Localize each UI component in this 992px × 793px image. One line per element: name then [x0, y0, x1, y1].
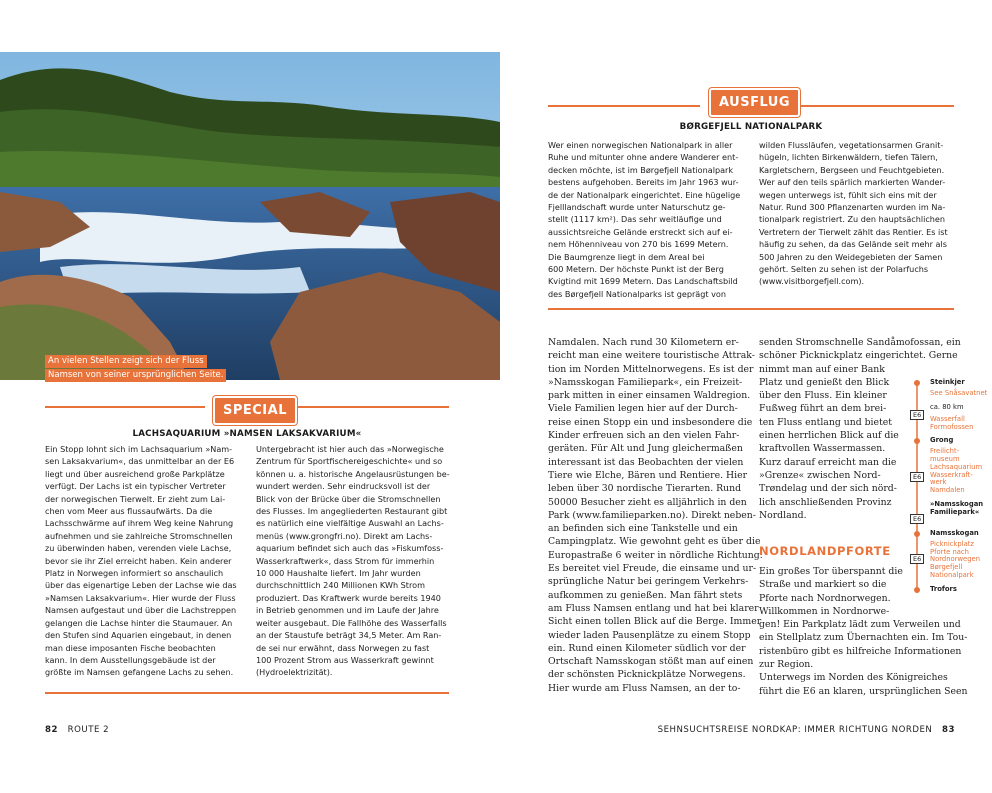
text-line: Kargletschern, Bergseen und Feuchtgebieten.: [759, 164, 945, 175]
text-line: liegt und über ausreichend große Parkplätze: [45, 468, 225, 479]
special-col-1: [45, 443, 245, 679]
text-line: Es bereitet viel Freude, die einsame und ur-: [548, 563, 757, 575]
text-line: Willkommen in Nordnorwe-: [759, 605, 890, 617]
text-line: Unterwegs im Norden des Königreiches: [759, 672, 948, 684]
text-line: aussichtsreiche Gelände erstreckt sich auf ei-: [548, 226, 733, 237]
text-line: Wer auf den teils spärlich markierten Wander-: [759, 177, 946, 188]
text-line: können u. a. historische Angelausrüstungen be-: [256, 468, 450, 479]
text-line: an befinden sich eine Tankstelle und ein: [548, 523, 738, 535]
text-line: 600 Metern. Der höchste Punkt ist der Berg: [548, 264, 724, 275]
text-line: gen! Ein Parkplatz lädt zum Verweilen und: [759, 619, 961, 631]
text-line: 100 Prozent Strom aus Wasserkraft gewinnt: [256, 654, 434, 665]
text-line: ristenbüro gibt es hilfreiche Informationen: [759, 645, 962, 657]
text-line: kann. In dem Ausstellungsgebäude ist der: [45, 654, 216, 665]
text-line: (www.visitborgefjell.com).: [759, 276, 865, 287]
special-col-2: [256, 443, 456, 679]
special-rule-left: [45, 406, 205, 408]
steinkjer-label: Steinkjer: [930, 378, 965, 386]
ausflug-title: BØRGEFJELL NATIONALPARK: [679, 122, 823, 132]
text-line: Ein Stopp lohnt sich im Lachsaquarium »Nam-: [45, 444, 233, 454]
main-col-1: [548, 336, 763, 695]
ausflug-badge: AUSFLUG: [709, 88, 800, 117]
borgefjell-label: Børgefjell Nationalpark: [930, 563, 974, 579]
distance-label: ca. 80 km: [930, 403, 964, 411]
text-line: tion im Norden Mittelnorwegens. Es ist der: [548, 363, 754, 375]
text-line: ein. Rund einen Kilometer südlich vor der: [548, 642, 746, 654]
text-line: aquarium befindet sich auch das »Fiskumfoss-: [256, 543, 444, 554]
text-line: Die Baumgrenze liegt in dem Areal bei: [548, 251, 705, 262]
text-line: »Namsskogan Familiepark«, ein Freizeit-: [548, 376, 743, 388]
text-line: Straße und markiert so die: [759, 579, 887, 591]
caption-line-2: Namsen von seiner ursprünglichen Seite.: [45, 369, 226, 382]
text-line: geräten. Für Alt und Jung gleichermaßen: [548, 443, 743, 455]
text-line: decken möchte, ist im Børgefjell Nationalpark: [548, 164, 734, 175]
text-line: Fußweg führt an dem brei-: [759, 403, 887, 415]
text-line: nem Höhenniveau von 270 bis 1699 Metern.: [548, 239, 729, 250]
text-line: kraftvollen Wassermassen.: [759, 443, 886, 455]
grong-dot: [914, 438, 920, 444]
text-line: 500 Jahren zu den Weidegebieten der Samen: [759, 251, 943, 262]
text-line: (Hydroelektrizität).: [256, 667, 333, 678]
familiepark-label: »Namsskogan Familiepark«: [930, 500, 984, 516]
text-line: Fjelllandschaft wurde unter Naturschutz ge-: [548, 202, 726, 213]
text-line: weiter ausgebaut. Die Fallhöhe des Wasserfalls: [256, 617, 447, 628]
text-line: park mitten in einer einsamen Waldregion.: [548, 390, 751, 402]
ausflug-rule-right: [800, 105, 954, 107]
text-line: leben über 30 nordische Tierarten. Rund: [548, 483, 742, 495]
text-line: Namdalen. Nach rund 30 Kilometern er-: [548, 337, 739, 348]
text-line: de der Nationalpark eingerichtet. Eine hügelige: [548, 189, 741, 200]
text-line: es natürlich eine vielfältige Auswahl an Lachs-: [256, 518, 444, 529]
text-line: Platz und genießt den Blick: [759, 376, 890, 388]
text-line: »Grenze« zwischen Nord-: [759, 469, 881, 481]
text-line: bestens aufgehoben. Bereits im Jahr 1963 wur-: [548, 177, 739, 188]
text-line: der norwegischen Tierwelt. Er zieht zum Lai-: [45, 493, 226, 504]
text-line: Park (www.familieparken.no). Direkt neben-: [548, 509, 756, 521]
text-line: wundert werden. Sehr eindrucksvoll ist der: [256, 481, 431, 492]
text-line: zur Region.: [759, 659, 814, 671]
text-line: sen Laksakvarium«, das unmittelbar an der E6: [45, 456, 235, 467]
lachs-label: Lachsaquarium Wasserkraft- werk: [930, 463, 983, 487]
text-line: Kvigtind mit 1699 Metern. Das Landschaftsbild: [548, 276, 738, 287]
text-line: der schönsten Picknickplätze Norwegens.: [548, 669, 746, 681]
wasserfall-label: Wasserfall Formofossen: [930, 415, 974, 431]
text-line: bevor sie ihr Ziel erreicht haben. Kein anderer: [45, 555, 232, 566]
text-line: ein Stellplatz zum Übernachten ein. Im Tou-: [759, 632, 968, 644]
text-line: Lachsschwärme auf ihrem Weg keine Nahrung: [45, 518, 234, 529]
text-line: menüs (www.grongfri.no). Direkt am Lachs-: [256, 530, 433, 541]
text-line: 50000 Besucher zieht es alljährlich in den: [548, 496, 747, 508]
text-line: Ein großes Tor überspannt die: [759, 566, 903, 577]
text-line: Viele Familien legen hier auf der Durch-: [548, 403, 738, 415]
text-line: nimmt man auf einer Bank: [759, 363, 885, 375]
text-line: über den Fluss. Ein kleiner: [759, 390, 887, 402]
text-line: Kurz darauf erreicht man die: [759, 456, 897, 468]
text-line: des Børgefjell Nationalparks ist geprägt von: [548, 288, 726, 299]
text-line: senden Stromschnelle Sandåmofossan, ein: [759, 337, 961, 348]
photo-caption: [45, 355, 226, 383]
text-line: Nordland.: [759, 509, 807, 521]
namsskogan-label: Namsskogan: [930, 529, 979, 537]
trofors-dot: [914, 587, 920, 593]
text-line: wegen unterwegs ist, fühlt sich eins mit der: [759, 189, 937, 200]
page-number-left: 82: [45, 725, 58, 735]
text-line: produziert. Das Kraftwerk wurde bereits 1940: [256, 592, 441, 603]
text-line: häufig zu sehen, da das Gelände seit mehr als: [759, 239, 947, 250]
trofors-label: Trofors: [930, 585, 957, 593]
text-line: des Flusses. Im angegliederten Restaurant gibt: [256, 506, 448, 517]
see-label: See Snåsavatnet: [930, 389, 988, 397]
text-line: durchschnittlich 240 Millionen KWh Strom: [256, 580, 425, 591]
text-line: an der Staustufe beträgt 34,5 Meter. Am Ran-: [256, 630, 442, 641]
text-line: 10 000 Haushalte liefert. Im Jahr wurden: [256, 568, 421, 579]
text-line: Europastraße 6 weiter in nördliche Richtung.: [548, 549, 763, 561]
special-bottom-rule: [45, 692, 449, 694]
text-line: Blick von der Brücke über die Stromschnellen: [256, 493, 441, 504]
footer-left: [45, 725, 109, 735]
ausflug-bottom-rule: [548, 308, 954, 310]
text-line: Ortschaft Namsskogan stößt man auf einen: [548, 656, 754, 668]
special-rule-right: [285, 406, 449, 408]
caption-line-1: An vielen Stellen zeigt sich der Fluss: [45, 355, 207, 368]
text-line: einen herrlichen Blick auf die: [759, 430, 899, 442]
ausflug-col-1: [548, 139, 748, 300]
text-line: lich anschließenden Provinz: [759, 496, 892, 508]
e6-sign-2: E6: [910, 472, 924, 482]
text-line: wieder laden Pausenplätze zu einem Stopp: [548, 629, 751, 641]
footer-right: [658, 725, 955, 735]
museum-label: Freilicht- museum: [930, 447, 960, 463]
text-line: führt die E6 an klaren, ursprünglichen Seen: [759, 685, 968, 697]
text-line: chen vom Meer aus flussaufwärts. Da die: [45, 506, 213, 517]
special-title: LACHSAQUARIUM »NAMSEN LAKSAKVARIUM«: [132, 429, 362, 439]
text-line: ten Fluss entlang und bietet: [759, 416, 893, 428]
text-line: Kinder erfreuen sich an den vielen Fahr-: [548, 430, 740, 442]
text-line: über das eigenartige Leben der Lachse wie das: [45, 580, 237, 591]
page-number-right: 83: [942, 725, 955, 735]
text-line: am Fluss Namsen entlang und hat bei klarer: [548, 602, 759, 614]
text-line: den Stufen sind Aquarien eingebaut, in denen: [45, 630, 232, 641]
text-line: »Namsen Laksakvarium«. Hier wurde der Fluss: [45, 592, 236, 603]
text-line: wilden Flussläufen, vegetationsarmen Granit-: [759, 140, 944, 150]
text-line: Vertretern der Tierwelt zählt das Rentier. Es ist: [759, 226, 948, 237]
text-line: interessant ist das Beobachten der vielen: [548, 456, 744, 468]
text-line: Pforte nach Nordnorwegen.: [759, 592, 891, 604]
text-line: Zentrum für Sportfischereigeschichte« und so: [256, 456, 443, 467]
text-line: Hier wurde am Fluss Namsen, an der to-: [548, 682, 741, 694]
text-line: Trøndelag und der sich nörd-: [759, 483, 897, 495]
text-line: gelangen die Lachse hinter die Staumauer. An: [45, 617, 233, 628]
text-line: in Betrieb genommen und im Laufe der Jahre: [256, 605, 439, 616]
text-line: de sei nur erwähnt, dass Norwegen zu fast: [256, 642, 430, 653]
text-line: zu überwinden haben, verenden viele Lachse,: [45, 543, 232, 554]
text-line: reicht man eine weitere touristische Attrak-: [548, 350, 755, 362]
e6-sign-3: E6: [910, 514, 924, 524]
steinkjer-dot: [914, 380, 920, 386]
grong-label: Grong: [930, 436, 954, 444]
text-line: tionalpark registriert. Zu den hauptsächlichen: [759, 214, 946, 225]
picknick-label: Picknickplatz Pforte nach Nordnorwegen: [930, 540, 981, 564]
e6-sign-1: E6: [910, 410, 924, 420]
running-title-right: SEHNSUCHTSREISE NORDKAP: IMMER RICHTUNG NORDEN: [657, 725, 933, 735]
text-line: hügeln, lichten Birkenwäldern, tiefen Tälern,: [759, 152, 938, 163]
river-photo: [0, 52, 500, 380]
text-line: Namsen aufgestaut und über die Lachstreppen: [45, 605, 237, 616]
text-line: Wasserkraftwerk«, dass Strom für immerhin: [256, 555, 435, 566]
ausflug-col-2: [759, 139, 959, 288]
text-line: aufnehmen und sie zahlreiche Stromschnellen: [45, 530, 233, 541]
ausflug-rule-left: [548, 105, 700, 107]
text-line: sprüngliche Natur bei geringem Verkehrs-: [548, 576, 749, 588]
text-line: Campingplatz. Wie gewohnt geht es über die: [548, 536, 761, 548]
text-line: reise einen Stopp ein und insbesondere die: [548, 416, 753, 428]
text-line: Natur. Rund 300 Pflanzenarten wurden im Na-: [759, 202, 946, 213]
running-title-left: ROUTE 2: [67, 725, 110, 735]
route-map: [910, 375, 992, 605]
text-line: Platz in Norwegen informiert so anschaulich: [45, 568, 224, 579]
text-line: verfügt. Der Lachs ist ein typischer Vertreter: [45, 481, 226, 492]
text-line: Tiere wie Elche, Bären und Rentiere. Hier: [548, 469, 748, 481]
text-line: gehört. Selten zu sehen ist der Polarfuchs: [759, 264, 929, 275]
text-line: größte im Namsen gefangene Lachs zu sehen.: [45, 667, 234, 678]
text-line: stellt (1117 km²). Das sehr weitläufige und: [548, 214, 722, 225]
text-line: Wer einen norwegischen Nationalpark in aller: [548, 140, 733, 150]
text-line: aufkommen zu genießen. Man fährt stets: [548, 589, 743, 601]
text-line: schöner Picknickplatz eingerichtet. Gerne: [759, 350, 958, 362]
e6-sign-4: E6: [910, 554, 924, 564]
text-line: Untergebracht ist hier auch das »Norwegische: [256, 444, 444, 454]
namsskogan-dot: [914, 531, 920, 537]
nordlandpforte-heading: NORDLANDPFORTE: [759, 544, 891, 558]
text-line: Ruhe und mitunter ohne andere Wanderer ent-: [548, 152, 739, 163]
namdalen-label: Namdalen: [930, 486, 965, 494]
text-line: Sicht einen tollen Blick auf die Berge. Immer: [548, 616, 762, 628]
text-line: man diese imposanten Fische beobachten: [45, 642, 216, 653]
special-badge: SPECIAL: [213, 396, 297, 425]
